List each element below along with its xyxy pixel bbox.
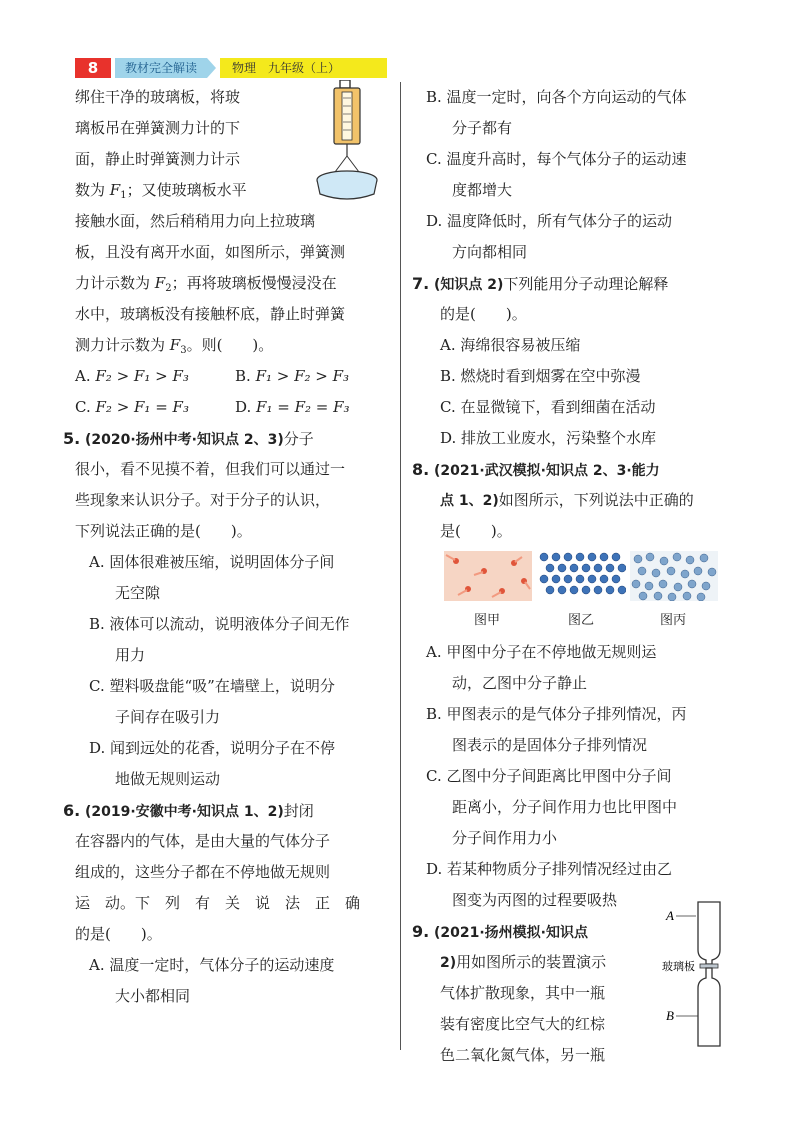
q7-option-b[interactable]: B. 燃烧时看到烟雾在空中弥漫 <box>440 367 641 385</box>
page-number: 8 <box>75 58 111 78</box>
q4-option-c[interactable]: C. F₂ > F₁ = F₃ <box>75 398 189 416</box>
diffusion-apparatus-figure <box>662 898 734 1048</box>
q4-options-row-2 <box>75 392 395 423</box>
q4-option-d[interactable]: D. F₁ = F₂ = F₃ <box>235 398 350 416</box>
q8-option-d-cont: 图变为丙图的过程要吸热 <box>452 891 618 909</box>
q5-stem-line-4: 下列说法正确的是( )。 <box>75 522 252 540</box>
q4-line-5: 接触水面，然后稍稍用力向上拉玻璃 <box>75 212 316 230</box>
q8-tag: (2021·武汉模拟·知识点 2、3·能力 <box>434 463 660 479</box>
page-header <box>75 58 387 78</box>
q5-stem-line-1: 5. (2020·扬州中考·知识点 2、3)分子 <box>63 429 314 448</box>
q4-line-6: 板，且没有离开水面，如图所示，弹簧测 <box>75 243 346 261</box>
q6-option-c-cont: 度都增大 <box>452 181 513 199</box>
left-column <box>63 82 395 1012</box>
q6-stem-line-2: 在容器内的气体，是由大量的气体分子 <box>75 832 331 850</box>
q6-stem-line-1: 6. (2019·安徽中考·知识点 1、2)封闭 <box>63 801 314 820</box>
figure-bing-image <box>630 551 718 601</box>
caption-jia: 图甲 <box>474 613 501 628</box>
q5-option-c-cont: 子间存在吸引力 <box>115 708 221 726</box>
q8-option-d[interactable]: D. 若某种物质分子排列情况经过由乙 <box>426 860 673 878</box>
q8-option-b[interactable]: B. 甲图表示的是气体分子排列情况，丙 <box>426 705 687 723</box>
q4-line-4: 数为 $F_1$；又使玻璃板水平 <box>75 181 247 201</box>
q7-option-d[interactable]: D. 排放工业废水，污染整个水库 <box>440 429 657 447</box>
q6-number: 6. <box>63 801 81 820</box>
column-divider <box>400 82 401 1050</box>
q9-stem-line-4: 装有密度比空气大的红棕 <box>440 1015 606 1033</box>
q5-option-a[interactable]: A. 固体很难被压缩，说明固体分子间 <box>89 553 335 571</box>
q5-tag: (2020·扬州中考·知识点 2、3) <box>85 432 284 448</box>
q8-stem-line-2: 点 1、2)如图所示，下列说法中正确的 <box>440 491 694 509</box>
q9-stem-line-3: 气体扩散现象，其中一瓶 <box>440 984 606 1002</box>
q4-option-a[interactable]: A. F₂ > F₁ > F₃ <box>75 367 189 385</box>
label-a: A <box>666 908 674 923</box>
q6-option-b[interactable]: B. 温度一定时，向各个方向运动的气体 <box>426 88 687 106</box>
q8-figure-captions <box>412 609 728 637</box>
caption-yi: 图乙 <box>568 613 595 628</box>
q9-stem-line-2: 2)用如图所示的装置演示 <box>440 953 607 971</box>
q4-line-2: 璃板吊在弹簧测力计的下 <box>75 119 241 137</box>
q9-tag: (2021·扬州模拟·知识点 <box>434 925 588 941</box>
label-glass-plate: 玻璃板 <box>662 961 695 973</box>
q6-stem-line-3: 组成的，这些分子都在不停地做无规则 <box>75 863 331 881</box>
q7-tag: (知识点 2) <box>434 277 504 293</box>
q7-stem-line-2: 的是( )。 <box>440 305 527 323</box>
q5-stem-line-2: 很小，看不见摸不着，但我们可以通过一 <box>75 460 346 478</box>
q8-option-c-cont: 距离小，分子间作用力也比甲图中 <box>452 798 678 816</box>
q4-options-row-1 <box>75 361 395 392</box>
q7-option-a[interactable]: A. 海绵很容易被压缩 <box>440 336 581 354</box>
q6-tag: (2019·安徽中考·知识点 1、2) <box>85 804 284 820</box>
q8-option-c-cont-2: 分子间作用力小 <box>452 829 558 847</box>
q8-option-a-cont: 动，乙图中分子静止 <box>452 674 588 692</box>
q6-option-a-cont: 大小都相同 <box>115 987 191 1005</box>
label-b: B <box>666 1008 674 1023</box>
q6-stem-line-4: 运 动。下 列 有 关 说 法 正 确 <box>75 894 361 912</box>
q8-option-b-cont: 图表示的是固体分子排列情况 <box>452 736 648 754</box>
subject-label: 物理 九年级（上） <box>220 58 387 78</box>
figure-yi-image <box>538 551 626 601</box>
figure-jia-image <box>444 551 532 601</box>
q5-option-b[interactable]: B. 液体可以流动，说明液体分子间无作 <box>89 615 350 633</box>
q4-line-1: 绑住干净的玻璃板，将玻 <box>75 88 241 106</box>
q8-option-c[interactable]: C. 乙图中分子间距离比甲图中分子间 <box>426 767 672 785</box>
q6-option-c[interactable]: C. 温度升高时，每个气体分子的运动速 <box>426 150 687 168</box>
book-title: 教材完全解读 <box>115 58 207 78</box>
q6-option-b-cont: 分子都有 <box>452 119 513 137</box>
q6-option-d[interactable]: D. 温度降低时，所有气体分子的运动 <box>426 212 673 230</box>
q7-number: 7. <box>412 274 430 293</box>
q5-option-a-cont: 无空隙 <box>115 584 161 602</box>
q9-number: 9. <box>412 922 430 941</box>
q5-option-d-cont: 地做无规则运动 <box>115 770 221 788</box>
q8-number: 8. <box>412 460 430 479</box>
q9-stem-line-5: 色二氧化氮气体，另一瓶 <box>440 1046 606 1064</box>
q8-stem-line-1 <box>412 454 728 485</box>
q8-stem-line-3: 是( )。 <box>440 522 512 540</box>
q6-option-d-cont: 方向都相同 <box>452 243 528 261</box>
q5-option-c[interactable]: C. 塑料吸盘能“吸”在墙壁上，说明分 <box>89 677 335 695</box>
q5-stem-line-3: 些现象来认识分子。对于分子的认识， <box>75 491 331 509</box>
q7-option-c[interactable]: C. 在显微镜下，看到细菌在活动 <box>440 398 656 416</box>
q6-stem-line-5: 的是( )。 <box>75 925 162 943</box>
q4-option-b[interactable]: B. F₁ > F₂ > F₃ <box>235 367 350 385</box>
q5-option-d[interactable]: D. 闻到远处的花香，说明分子在不停 <box>89 739 336 757</box>
q4-line-7: 力计示数为 $F_2$；再将玻璃板慢慢浸没在 <box>75 274 337 294</box>
caption-bing: 图丙 <box>660 613 687 628</box>
q7-stem-line-1: 7. (知识点 2)下列能用分子动理论解释 <box>412 274 669 293</box>
header-arrow <box>207 58 216 78</box>
q4-line-3: 面，静止时弹簧测力计示 <box>75 150 241 168</box>
q5-number: 5. <box>63 429 81 448</box>
q6-option-a[interactable]: A. 温度一定时，气体分子的运动速度 <box>89 956 335 974</box>
q4-line-8: 水中，玻璃板没有接触杯底，静止时弹簧 <box>75 305 346 323</box>
q5-option-b-cont: 用力 <box>115 646 146 664</box>
q4-line-9: 测力计示数为 $F_3$。则( )。 <box>75 336 274 356</box>
q8-option-a[interactable]: A. 甲图中分子在不停地做无规则运 <box>426 643 657 661</box>
q8-figures <box>412 547 728 609</box>
